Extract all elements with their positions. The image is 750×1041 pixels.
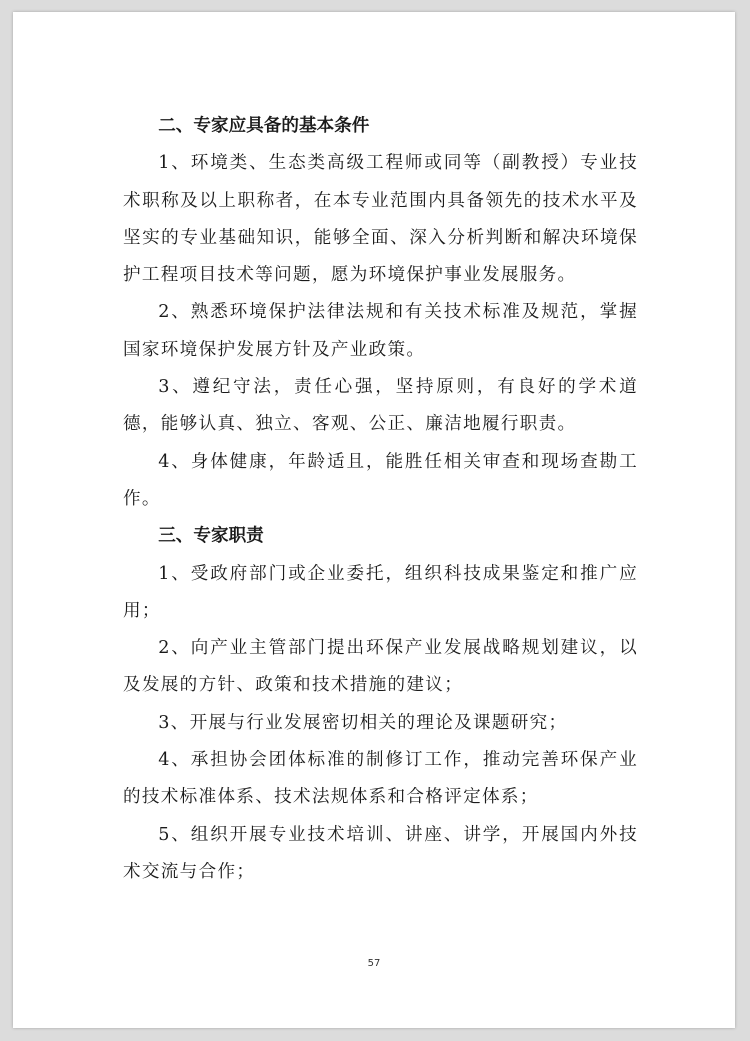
document-body — [123, 108, 638, 891]
duty-paragraph-2: 2、向产业主管部门提出环保产业发展战略规划建议，以及发展的方针、政策和技术措施的建议； — [123, 638, 638, 696]
document-page — [13, 12, 735, 1028]
duty-paragraph-5: 5、组织开展专业技术培训、讲座、讲学，开展国内外技术交流与合作； — [123, 824, 638, 882]
duty-paragraph-4: 4、承担协会团体标准的制修订工作，推动完善环保产业的技术标准体系、技术法规体系和合格评定体系； — [123, 750, 638, 808]
duty-paragraph-1: 1、受政府部门或企业委托，组织科技成果鉴定和推广应用； — [123, 563, 638, 621]
requirement-paragraph-1: 1、环境类、生态类高级工程师或同等（副教授）专业技术职称及以上职称者，在本专业范围内具备领先的技术水平及坚实的专业基础知识，能够全面、深入分析判断和解决环境保护工程项目技术等问题，愿为环境保护事业发展服务。 — [123, 153, 638, 286]
requirement-paragraph-3: 3、遵纪守法，责任心强，坚持原则，有良好的学术道德，能够认真、独立、客观、公正、廉洁地履行职责。 — [123, 377, 638, 435]
section-heading-duties: 三、专家职责 — [158, 526, 264, 547]
duty-paragraph-3: 3、开展与行业发展密切相关的理论及课题研究； — [158, 712, 568, 733]
section-heading-requirements: 二、专家应具备的基本条件 — [158, 116, 370, 136]
requirement-paragraph-4: 4、身体健康，年龄适且，能胜任相关审查和现场查勘工作。 — [123, 451, 638, 509]
requirement-paragraph-2: 2、熟悉环境保护法律法规和有关技术标准及规范，掌握国家环境保护发展方针及产业政策。 — [123, 302, 638, 360]
page-number: 57 — [367, 958, 381, 969]
